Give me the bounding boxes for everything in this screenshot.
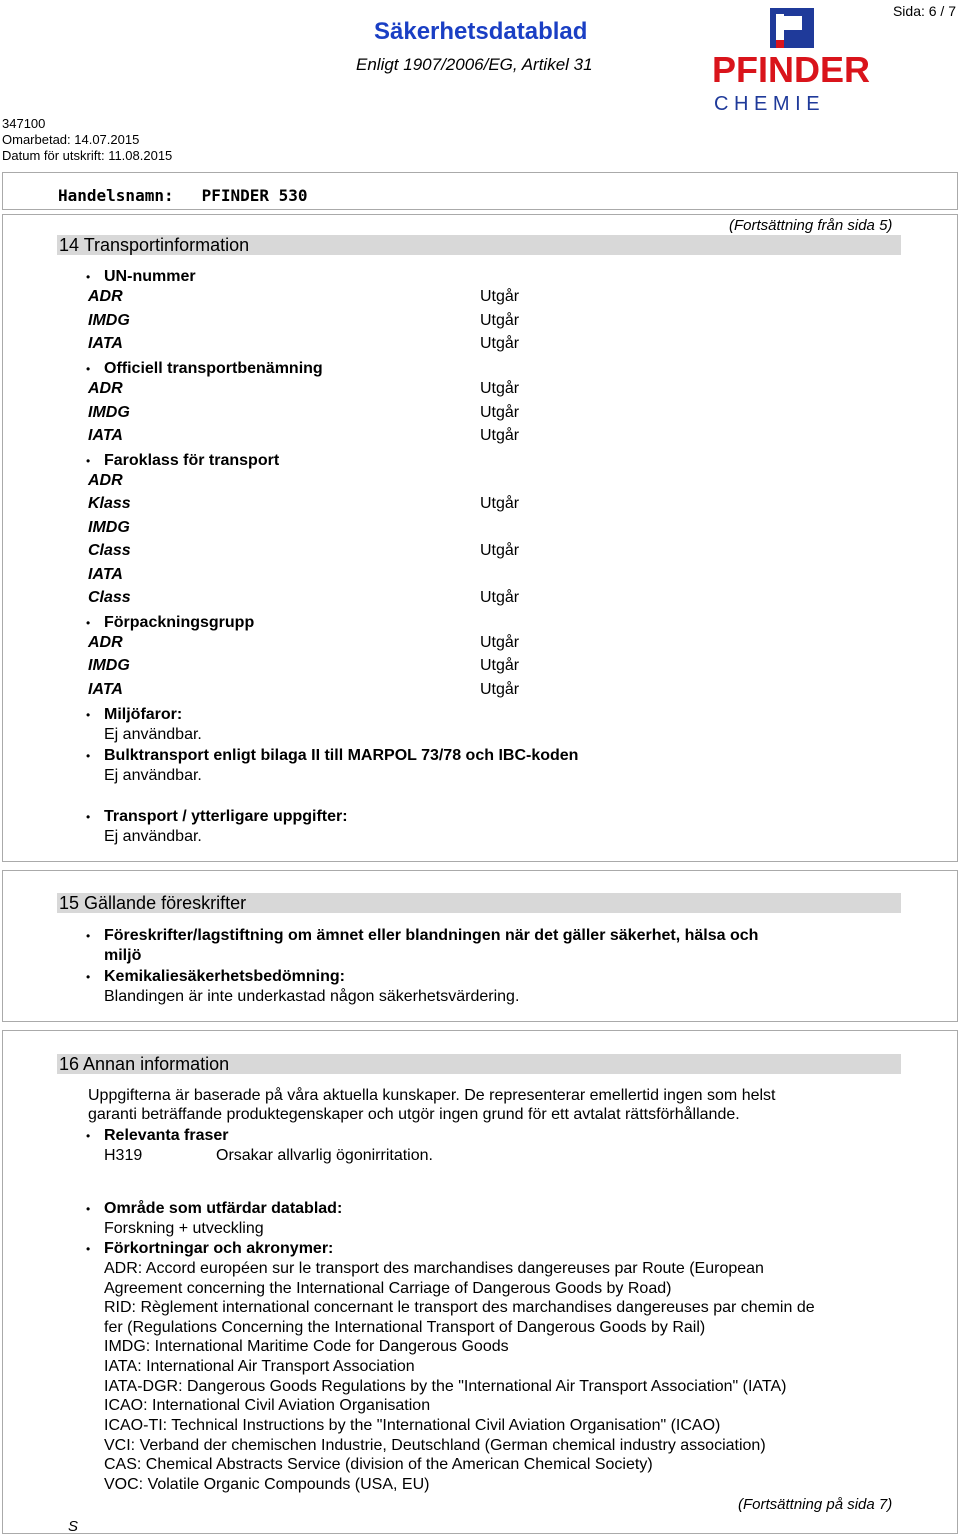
bulk-transport-heading: • Bulktransport enligt bilaga II till MARPOL 73/78 och IBC-koden — [104, 747, 578, 765]
intro-line-1: Uppgifterna är baserade på våra aktuella kunskaper. De representerar emellertid ingen som helst — [88, 1087, 776, 1104]
phrase-text: Orsakar allvarlig ögonirritation. — [216, 1147, 433, 1164]
logo-tagline: C H E M I E — [714, 93, 820, 115]
pack-iata-label: IATA — [88, 681, 123, 698]
chemical-safety-value: Blandingen är inte underkastad någon säkerhetsvärdering. — [104, 988, 520, 1005]
logo-wordmark: PFINDER — [712, 49, 871, 90]
abbreviation-line: IATA: International Air Transport Association — [104, 1358, 415, 1375]
pack-imdg-label: IMDG — [88, 657, 130, 674]
transport-extra-heading: • Transport / ytterligare uppgifter: — [104, 808, 348, 826]
un-number-heading: • UN-nummer — [104, 268, 196, 286]
doc-number: 347100 — [2, 116, 46, 131]
print-date: Datum för utskrift: 11.08.2015 — [2, 148, 173, 163]
footer-mark: S — [68, 1518, 79, 1535]
section-16-header — [57, 1054, 901, 1074]
name-adr-label: ADR — [88, 380, 123, 397]
name-imdg-label: IMDG — [88, 404, 130, 421]
name-iata-value: Utgår — [480, 427, 520, 444]
un-adr-value: Utgår — [480, 288, 520, 305]
document-title: Säkerhetsdatablad — [374, 18, 588, 45]
pack-adr-value: Utgår — [480, 634, 520, 651]
continued-from: (Fortsättning från sida 5) — [729, 217, 893, 234]
class-imdg-value: Utgår — [480, 542, 520, 559]
page-number: Sida: 6 / 7 — [892, 3, 956, 19]
name-imdg-value: Utgår — [480, 404, 520, 421]
un-iata-value: Utgår — [480, 335, 520, 352]
un-imdg-label: IMDG — [88, 312, 130, 329]
abbreviation-line: VOC: Volatile Organic Compounds (USA, EU) — [104, 1476, 430, 1493]
section-15-title: 15 Gällande föreskrifter — [59, 893, 247, 913]
abbreviation-line: ICAO: International Civil Aviation Organisation — [104, 1397, 431, 1414]
class-iata: IATA — [88, 566, 123, 583]
packing-group-heading: • Förpackningsgrupp — [104, 614, 254, 632]
abbreviation-line: ICAO-TI: Technical Instructions by the "International Civil Aviation Organisation" (ICAO) — [104, 1417, 721, 1434]
class-iata-value: Utgår — [480, 589, 520, 606]
abbreviations-heading: • Förkortningar och akronymer: — [104, 1240, 333, 1258]
un-imdg-value: Utgår — [480, 312, 520, 329]
class-iata-label: Class — [88, 589, 131, 606]
tradename-value: PFINDER 530 — [201, 186, 308, 205]
environment-value: Ej användbar. — [104, 726, 202, 743]
class-adr-value: Utgår — [480, 495, 520, 512]
abbreviation-line: CAS: Chemical Abstracts Service (division of the American Chemical Society) — [104, 1456, 653, 1473]
abbreviation-line: Agreement concerning the International Carriage of Dangerous Goods by Road) — [104, 1280, 672, 1297]
hazard-class-heading: • Faroklass för transport — [104, 452, 279, 470]
name-iata-label: IATA — [88, 427, 123, 444]
pfinder-logo-mark — [710, 6, 878, 116]
class-adr-label: Klass — [88, 495, 131, 512]
environment-heading: • Miljöfaror: — [104, 706, 182, 724]
section-14-title: 14 Transportinformation — [59, 235, 250, 255]
pack-iata-value: Utgår — [480, 681, 520, 698]
phrase-code: H319 — [104, 1147, 143, 1164]
name-adr-value: Utgår — [480, 380, 520, 397]
abbreviation-line: RID: Règlement international concernant le transport des marchandises dangereuses par chemin de — [104, 1299, 815, 1316]
abbreviation-line: IMDG: International Maritime Code for Dangerous Goods — [104, 1338, 509, 1355]
pack-adr-label: ADR — [88, 634, 123, 651]
class-imdg: IMDG — [88, 519, 130, 536]
intro-line-2: garanti beträffande produktegenskaper och utgör ingen grund för ett avtalat rättsförhållande. — [88, 1106, 740, 1123]
pack-imdg-value: Utgår — [480, 657, 520, 674]
document-subtitle: Enligt 1907/2006/EG, Artikel 31 — [356, 55, 593, 74]
revised-date: Omarbetad: 14.07.2015 — [2, 132, 140, 147]
section-14-header — [57, 235, 901, 255]
issuing-department-value: Forskning + utveckling — [104, 1220, 264, 1237]
abbreviation-line: IATA-DGR: Dangerous Goods Regulations by the "International Air Transport Association" (IATA) — [104, 1378, 787, 1395]
issuing-department-heading: • Område som utfärdar datablad: — [104, 1200, 342, 1218]
relevant-phrases-heading: • Relevanta fraser — [104, 1127, 229, 1145]
class-adr: ADR — [88, 472, 123, 489]
abbreviation-line: ADR: Accord européen sur le transport des marchandises dangereuses par Route (European — [104, 1260, 764, 1277]
abbreviation-line: fer (Regulations Concerning the International Transport of Dangerous Goods by Rail) — [104, 1319, 706, 1336]
chemical-safety-heading: • Kemikaliesäkerhetsbedömning: — [104, 968, 345, 986]
section-15-header — [57, 893, 901, 913]
shipping-name-heading: • Officiell transportbenämning — [104, 360, 323, 378]
tradename-label: Handelsnamn: — [58, 186, 174, 205]
abbreviation-line: VCI: Verband der chemischen Industrie, Deutschland (German chemical industry association) — [104, 1437, 766, 1454]
regulations-heading: • Föreskrifter/lagstiftning om ämnet eller blandningen när det gäller säkerhet, hälsa och — [104, 927, 758, 945]
pfinder-logo — [710, 6, 878, 116]
transport-extra-value: Ej användbar. — [104, 828, 202, 845]
class-imdg-label: Class — [88, 542, 131, 559]
un-iata-label: IATA — [88, 335, 123, 352]
regulations-heading-cont: miljö — [104, 947, 142, 964]
section-16-title: 16 Annan information — [59, 1054, 230, 1074]
continued-to: (Fortsättning på sida 7) — [738, 1496, 893, 1513]
un-adr-label: ADR — [88, 288, 123, 305]
bulk-transport-value: Ej användbar. — [104, 767, 202, 784]
tradename — [58, 186, 308, 205]
